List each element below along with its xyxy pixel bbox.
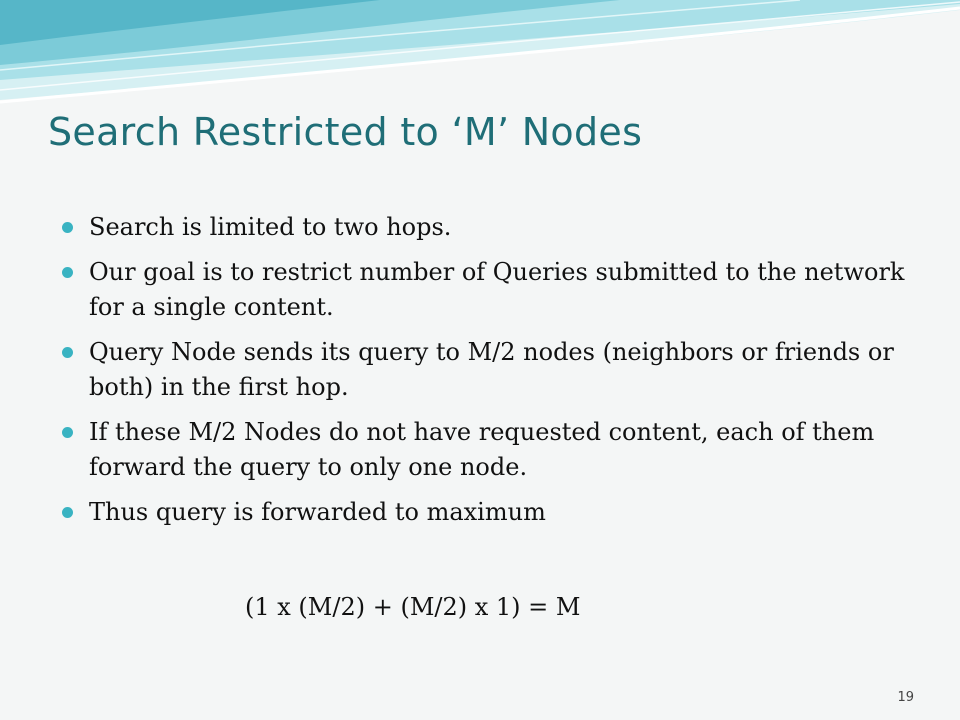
bullet-text: Query Node sends its query to M/2 nodes (neighbors or friends or both) in the first hop. [89,338,894,401]
bullet-dot-icon [62,507,73,518]
bullet-list [62,210,922,530]
page-number: 19 [897,690,914,705]
bullet-dot-icon [62,267,73,278]
header-wave-decoration [0,0,960,120]
bullet-dot-icon [62,347,73,358]
bullet-text: Thus query is forwarded to maximum [89,498,546,526]
bullet-dot-icon [62,427,73,438]
slide-title: Search Restricted to ‘M’ Nodes [48,110,643,154]
bullet-text: Our goal is to restrict number of Queries submitted to the network for a single content. [89,258,905,321]
bullet-item [62,335,922,405]
bullet-item [62,255,922,325]
bullet-text: Search is limited to two hops. [89,213,452,241]
bullet-item [62,415,922,485]
bullet-text: If these M/2 Nodes do not have requested content, each of them forward the query to only one node. [89,418,875,481]
bullet-dot-icon [62,222,73,233]
slide-content [62,210,922,540]
formula-line: (1 x (M/2) + (M/2) x 1) = M [245,593,581,621]
bullet-item [62,495,922,530]
bullet-item [62,210,922,245]
